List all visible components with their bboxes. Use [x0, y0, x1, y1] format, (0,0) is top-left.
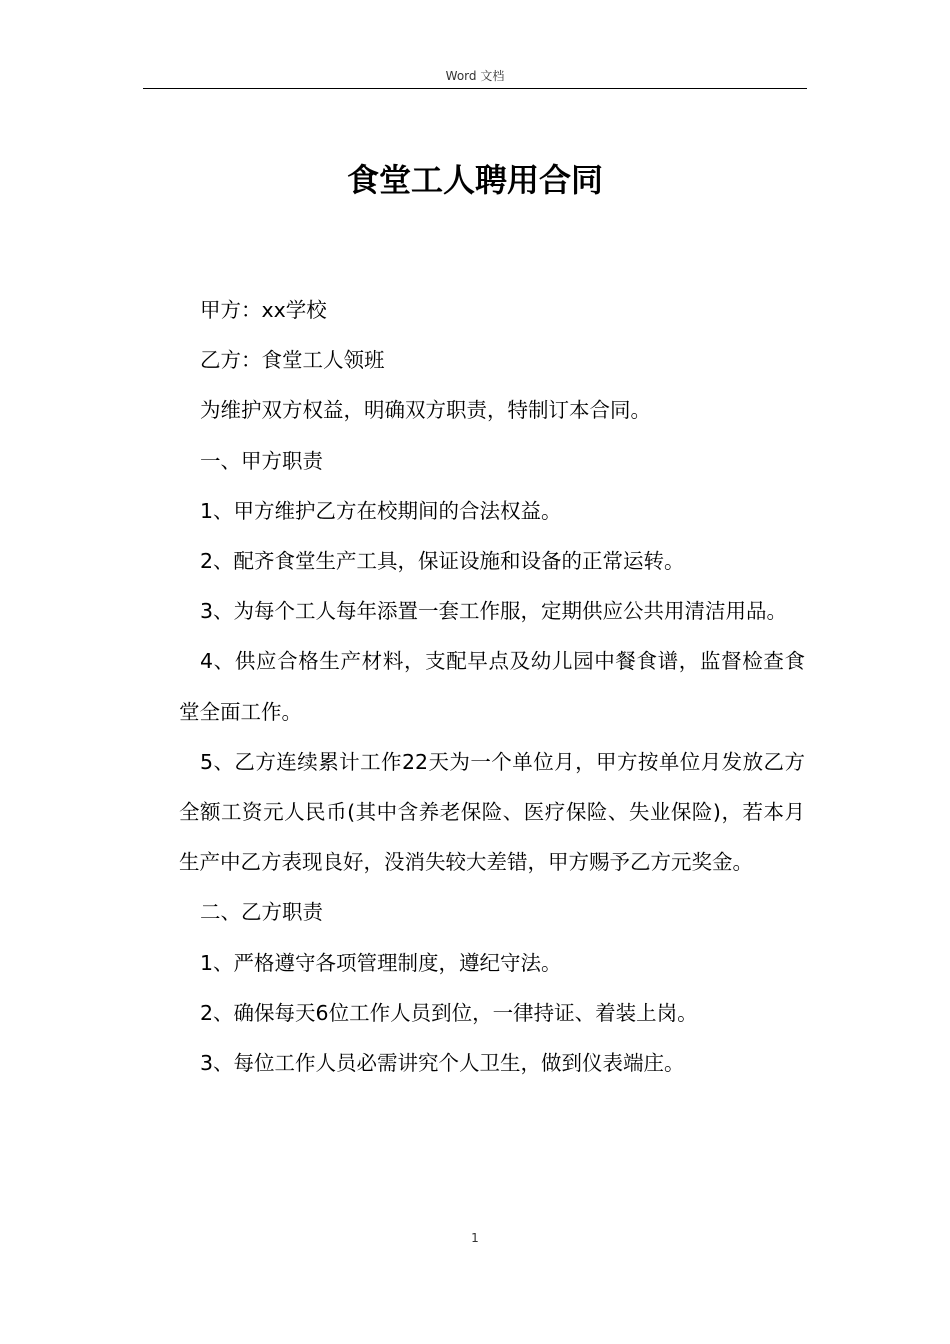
- clause-paragraph: 1、甲方维护乙方在校期间的合法权益。: [200, 498, 562, 523]
- clause-paragraph: 2、确保每天6位工作人员到位，一律持证、着装上岗。: [200, 1000, 698, 1025]
- clause-paragraph: 3、每位工作人员必需讲究个人卫生，做到仪表端庄。: [200, 1051, 685, 1076]
- party-a-line: 甲方：xx学校: [200, 298, 327, 322]
- preamble-paragraph: 为维护双方权益，明确双方职责，特制订本合同。: [200, 398, 651, 423]
- clause-paragraph: 1、严格遵守各项管理制度，遵纪守法。: [200, 950, 562, 975]
- page-number: 1: [471, 1231, 479, 1245]
- section-heading-party-b: 二、乙方职责: [200, 900, 323, 925]
- section-heading-party-a: 一、甲方职责: [200, 448, 323, 473]
- party-b-line: 乙方：食堂工人领班: [200, 348, 385, 373]
- clause-paragraph: 5、乙方连续累计工作22天为一个单位月，甲方按单位月发放乙方全额工资元人民币(其中含养老保险、医疗保险、失业保险)，若本月生产中乙方表现良好，没消失较大差错，甲方赐予乙方元奖金。: [179, 749, 805, 875]
- document-body: [179, 285, 805, 1088]
- clause-paragraph: 3、为每个工人每年添置一套工作服，定期供应公共用清洁用品。: [200, 599, 788, 624]
- page-header: Word 文档: [445, 69, 505, 83]
- header-divider: [143, 88, 807, 89]
- document-title: 食堂工人聘用合同: [346, 161, 603, 199]
- clause-paragraph: 4、供应合格生产材料，支配早点及幼儿园中餐食谱，监督检查食堂全面工作。: [179, 649, 805, 724]
- clause-paragraph: 2、配齐食堂生产工具，保证设施和设备的正常运转。: [200, 549, 685, 574]
